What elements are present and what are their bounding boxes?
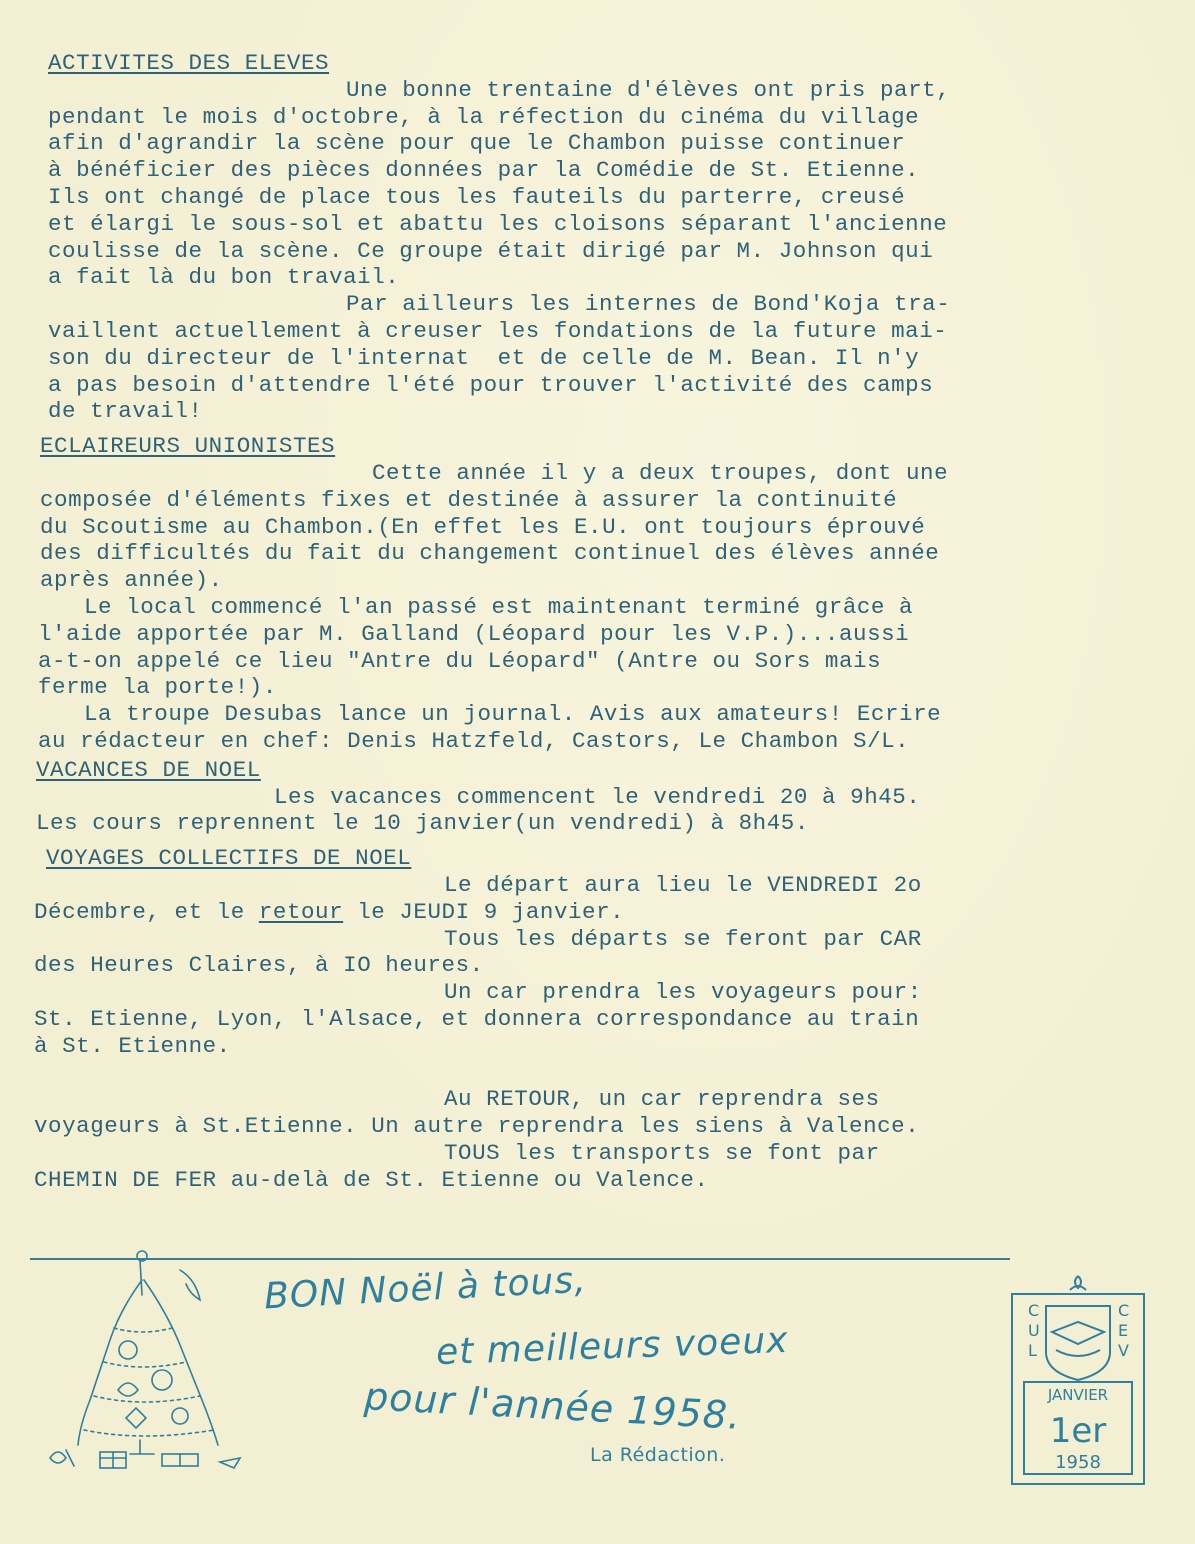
text-line bbox=[34, 899, 1044, 926]
text-line: St. Etienne, Lyon, l'Alsace, et donnera correspondance au train bbox=[34, 1005, 920, 1032]
section-vacances bbox=[34, 757, 1044, 837]
text-line: ferme la porte!). bbox=[38, 674, 277, 701]
text-line: Par ailleurs les internes de Bond'Koja tra- bbox=[346, 291, 951, 318]
section-heading: VOYAGES COLLECTIFS DE NOEL bbox=[46, 845, 412, 872]
newsletter-body bbox=[34, 50, 1044, 1193]
stamp-right-letter: C bbox=[1118, 1301, 1130, 1320]
text-line: a-t-on appelé ce lieu "Antre du Léopard" (Antre ou Sors mais bbox=[38, 647, 882, 674]
text-line: composée d'éléments fixes et destinée à assurer la continuité bbox=[40, 486, 898, 513]
stamp-left-letter: U bbox=[1028, 1321, 1040, 1340]
greeting-line: et meilleurs voeux bbox=[435, 1319, 790, 1374]
text-line: Ils ont changé de place tous les fauteils du parterre, creusé bbox=[48, 183, 906, 210]
text-line: à St. Etienne. bbox=[34, 1032, 231, 1059]
stamp-left-letter: L bbox=[1028, 1341, 1037, 1360]
section-voyages bbox=[34, 845, 1044, 1193]
text-line: l'aide apportée par M. Galland (Léopard pour les V.P.)...aussi bbox=[38, 620, 910, 647]
stamp-day: 1er bbox=[1049, 1411, 1107, 1451]
blank-line bbox=[34, 1059, 1044, 1086]
christmas-tree-icon bbox=[30, 1240, 250, 1480]
text-fragment: Décembre, et le bbox=[34, 898, 259, 925]
text-line: TOUS les transports se font par bbox=[444, 1139, 880, 1166]
text-line: Un car prendra les voyageurs pour: bbox=[444, 979, 922, 1006]
text-line: Une bonne trentaine d'élèves ont pris part, bbox=[346, 76, 951, 103]
section-heading: ECLAIREURS UNIONISTES bbox=[40, 433, 336, 460]
text-line: Le local commencé l'an passé est maintenant terminé grâce à bbox=[84, 593, 914, 620]
greeting-line: pour l'année 1958. bbox=[363, 1374, 743, 1438]
text-line: afin d'agrandir la scène pour que le Chambon puisse continuer bbox=[48, 130, 906, 157]
section-activites bbox=[34, 50, 1044, 425]
text-line: et élargi le sous-sol et abattu les cloisons séparant l'ancienne bbox=[48, 210, 948, 237]
text-fragment: le JEUDI 9 janvier. bbox=[343, 898, 625, 925]
text-line: CHEMIN DE FER au-delà de St. Etienne ou Valence. bbox=[34, 1166, 709, 1193]
greeting-line: BON Noël à tous, bbox=[263, 1259, 588, 1318]
stamp-left-letter: C bbox=[1028, 1301, 1040, 1320]
text-line: du Scoutisme au Chambon.(En effet les E.U. ont toujours éprouvé bbox=[40, 513, 926, 540]
signature: La Rédaction. bbox=[590, 1444, 726, 1466]
text-line: des difficultés du fait du changement continuel des élèves année bbox=[40, 540, 940, 567]
section-heading: VACANCES DE NOEL bbox=[36, 756, 261, 783]
calendar-stamp-icon bbox=[1008, 1272, 1148, 1487]
stamp-right-letter: E bbox=[1118, 1321, 1129, 1340]
text-line: Les vacances commencent le vendredi 20 à 9h45. bbox=[274, 783, 921, 810]
text-line: Cette année il y a deux troupes, dont une bbox=[372, 459, 949, 486]
text-line: Au RETOUR, un car reprendra ses bbox=[444, 1086, 880, 1113]
text-fragment-underlined: retour bbox=[258, 898, 344, 925]
text-line: voyageurs à St.Etienne. Un autre reprendra les siens à Valence. bbox=[34, 1113, 920, 1140]
text-line: son du directeur de l'internat et de celle de M. Bean. Il n'y bbox=[48, 344, 920, 371]
text-line: de travail! bbox=[48, 398, 203, 425]
text-line: a pas besoin d'attendre l'été pour trouver l'activité des camps bbox=[48, 371, 934, 398]
text-line: Les cours reprennent le 10 janvier(un vendredi) à 8h45. bbox=[36, 810, 809, 837]
text-line: coulisse de la scène. Ce groupe était dirigé par M. Johnson qui bbox=[48, 237, 934, 264]
stamp-month: JANVIER bbox=[1047, 1386, 1109, 1404]
text-line: a fait là du bon travail. bbox=[48, 264, 400, 291]
stamp-right-letter: V bbox=[1118, 1341, 1129, 1360]
text-line: des Heures Claires, à IO heures. bbox=[34, 952, 484, 979]
section-heading: ACTIVITES DES ELEVES bbox=[48, 50, 330, 76]
text-line: à bénéficier des pièces données par la Comédie de St. Etienne. bbox=[48, 157, 920, 184]
text-line: vaillent actuellement à creuser les fondations de la future mai- bbox=[48, 317, 948, 344]
text-line: après année). bbox=[40, 567, 223, 594]
text-line: pendant le mois d'octobre, à la réfection du cinéma du village bbox=[48, 103, 920, 130]
stamp-year: 1958 bbox=[1055, 1452, 1101, 1473]
text-line: Le départ aura lieu le VENDREDI 2o bbox=[444, 871, 922, 898]
greeting-handwritten bbox=[240, 1259, 1000, 1502]
text-line: La troupe Desubas lance un journal. Avis aux amateurs! Ecrire bbox=[84, 701, 942, 728]
text-line: au rédacteur en chef: Denis Hatzfeld, Castors, Le Chambon S/L. bbox=[38, 727, 910, 754]
text-line: Tous les départs se feront par CAR bbox=[444, 925, 922, 952]
section-eclaireurs bbox=[34, 433, 1044, 755]
